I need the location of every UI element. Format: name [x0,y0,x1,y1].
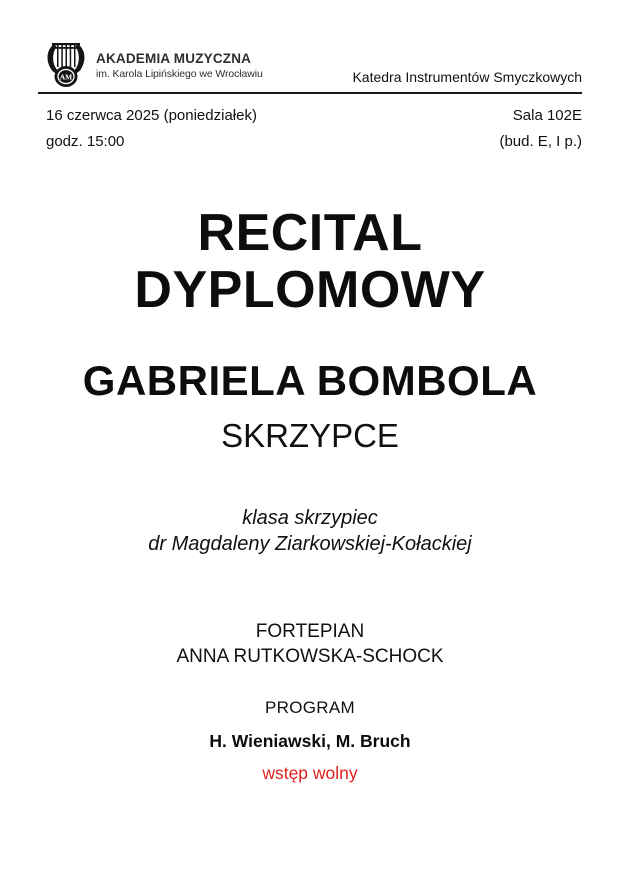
logo-monogram: AM [59,72,73,82]
recital-title-line1: RECITAL [197,204,423,262]
accompanist-block [0,619,620,669]
event-date-time [46,103,257,155]
program-composers: H. Wieniawski, M. Bruch [209,731,411,751]
lyre-logo-icon [45,42,87,88]
header-divider [38,92,582,94]
accompanist-role: FORTEPIAN [255,621,365,642]
event-room: Sala 102E [512,107,582,124]
academy-brand [45,42,263,88]
accompanist-name: ANNA RUTKOWSKA-SCHOCK [176,646,444,667]
program-heading: PROGRAM [265,698,355,717]
admission-note: wstęp wolny [262,763,358,783]
event-time: godz. 15:00 [46,133,125,150]
event-building: (bud. E, I p.) [499,133,582,150]
performer-name: GABRIELA BOMBOLA [82,357,538,404]
event-location [499,103,582,155]
class-info-line1: klasa skrzypiec [242,507,378,529]
academy-name: AKADEMIA MUZYCZNA [96,50,252,66]
class-info-line2: dr Magdaleny Ziarkowskiej-Kołackiej [148,533,472,555]
department-name: Katedra Instrumentów Smyczkowych [352,69,582,85]
academy-text-block [96,50,263,81]
event-date: 16 czerwca 2025 (poniedziałek) [46,107,257,124]
recital-title-line2: DYPLOMOWY [134,261,486,319]
recital-title [0,205,620,319]
performer-instrument: SKRZYPCE [221,417,399,454]
class-info [0,505,620,557]
academy-subtitle: im. Karola Lipińskiego we Wrocławiu [96,67,263,80]
